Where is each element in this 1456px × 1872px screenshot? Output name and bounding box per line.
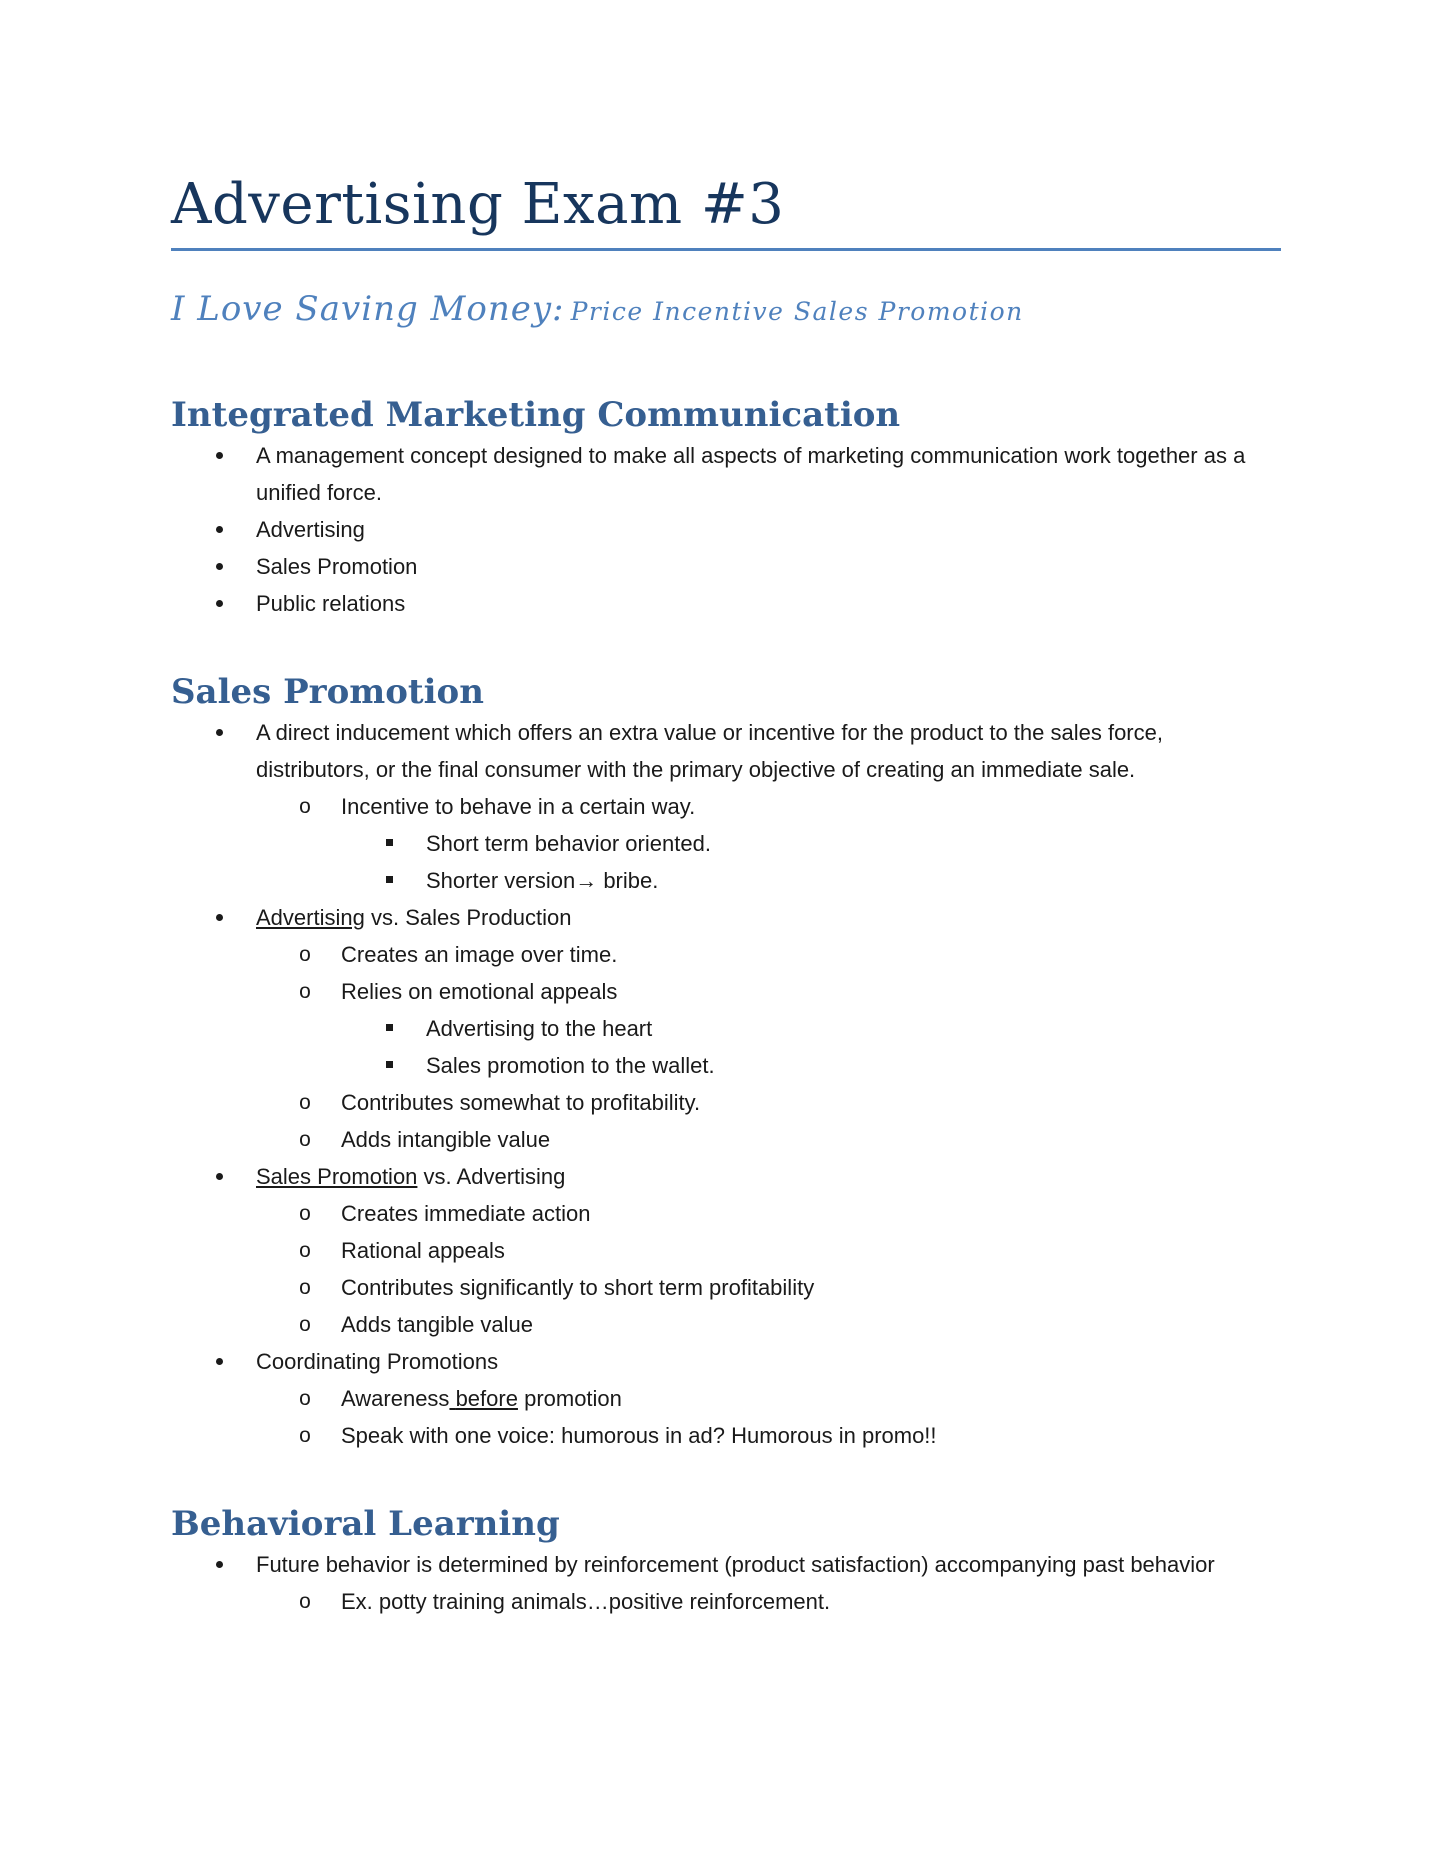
document-page	[171, 170, 1281, 1620]
bullet-icon	[209, 437, 229, 474]
list-item: o Adds intangible value	[256, 1121, 1281, 1158]
circle-bullet-icon: o	[299, 1424, 311, 1447]
list-item: Public relations	[171, 585, 1281, 622]
list-item: Advertising	[171, 511, 1281, 548]
sub-list	[256, 1195, 1281, 1343]
list-item: Future behavior is determined by reinforcement (product satisfaction) accompanying past behavior o Ex. potty training animals…positive reinforcement.	[171, 1546, 1281, 1620]
bullet-icon	[209, 1343, 229, 1380]
bullet-icon	[209, 548, 229, 585]
list-item: A management concept designed to make all aspects of marketing communication work together as a unified force.	[171, 437, 1281, 511]
sub-list	[256, 788, 1281, 899]
circle-bullet-icon: o	[299, 1276, 311, 1299]
sub-list	[256, 1583, 1281, 1620]
list-item: o Creates an image over time.	[256, 936, 1281, 973]
square-bullet-icon	[379, 1010, 399, 1047]
bullet-icon	[209, 1158, 229, 1195]
circle-bullet-icon: o	[299, 1202, 311, 1225]
sub-sub-list	[341, 825, 1281, 899]
document-subtitle	[171, 287, 1281, 337]
document-title: Advertising Exam #3	[171, 172, 785, 237]
square-bullet-icon	[379, 1047, 399, 1084]
list-item: Sales Promotion	[171, 548, 1281, 585]
list-item: o Contributes significantly to short term profitability	[256, 1269, 1281, 1306]
sales-promotion-list	[171, 714, 1281, 1454]
circle-bullet-icon: o	[299, 980, 311, 1003]
subtitle-rest: Price Incentive Sales Promotion	[570, 297, 1024, 326]
bullet-icon	[209, 899, 229, 936]
circle-bullet-icon: o	[299, 1313, 311, 1336]
circle-bullet-icon: o	[299, 1128, 311, 1151]
list-item: o Creates immediate action	[256, 1195, 1281, 1232]
list-item: o Adds tangible value	[256, 1306, 1281, 1343]
circle-bullet-icon: o	[299, 1091, 311, 1114]
circle-bullet-icon: o	[299, 795, 311, 818]
list-item: A direct inducement which offers an extra value or incentive for the product to the sales force, distributors, or the final consumer with the primary objective of creating an immediate sale. o Incentive to behave in a certain way. Short term behavior oriented. Shorter version→ bribe.	[171, 714, 1281, 899]
list-item: Short term behavior oriented.	[341, 825, 1281, 862]
list-item: o Ex. potty training animals…positive reinforcement.	[256, 1583, 1281, 1620]
list-item: o Relies on emotional appeals Advertising to the heart Sales promotion to the wallet.	[256, 973, 1281, 1084]
title-underline-rule	[171, 248, 1281, 251]
bullet-icon	[209, 1546, 229, 1583]
subtitle-main: I Love Saving Money:	[171, 289, 565, 329]
list-item: Sales promotion to the wallet.	[341, 1047, 1281, 1084]
list-item: o Contributes somewhat to profitability.	[256, 1084, 1281, 1121]
bullet-icon	[209, 585, 229, 622]
circle-bullet-icon: o	[299, 1239, 311, 1262]
circle-bullet-icon: o	[299, 943, 311, 966]
list-item: o Incentive to behave in a certain way. Short term behavior oriented. Shorter version→ bribe.	[256, 788, 1281, 899]
bullet-icon	[209, 511, 229, 548]
list-item: o Speak with one voice: humorous in ad? Humorous in promo!!	[256, 1417, 1281, 1454]
sub-sub-list	[341, 1010, 1281, 1084]
list-item: Sales Promotion vs. Advertising o Creates immediate action o Rational appeals o Contributes significantly to short term profitability o Adds tangible value	[171, 1158, 1281, 1343]
section-heading-imc: Integrated Marketing Communication	[171, 395, 901, 435]
sub-list	[256, 1380, 1281, 1454]
square-bullet-icon	[379, 825, 399, 862]
square-bullet-icon	[379, 862, 399, 899]
arrow-icon: →	[575, 868, 598, 893]
bullet-icon	[209, 714, 229, 751]
section-heading-sales-promotion: Sales Promotion	[171, 672, 484, 712]
circle-bullet-icon: o	[299, 1590, 311, 1613]
circle-bullet-icon: o	[299, 1387, 311, 1410]
imc-list	[171, 437, 1281, 622]
section-heading-behavioral-learning: Behavioral Learning	[171, 1504, 560, 1544]
list-item: o Awareness before promotion	[256, 1380, 1281, 1417]
list-item: Coordinating Promotions o Awareness before promotion o Speak with one voice: humorous in ad? Humorous in promo!!	[171, 1343, 1281, 1454]
list-item: Advertising vs. Sales Production o Creates an image over time. o Relies on emotional appeals Advertising to the heart Sales promotion to the wallet. o Contributes somewhat to profitability. o Adds intangible value	[171, 899, 1281, 1158]
list-item: Advertising to the heart	[341, 1010, 1281, 1047]
sub-list	[256, 936, 1281, 1158]
behavioral-learning-list	[171, 1546, 1281, 1620]
list-item: o Rational appeals	[256, 1232, 1281, 1269]
list-item: Shorter version→ bribe.	[341, 862, 1281, 899]
